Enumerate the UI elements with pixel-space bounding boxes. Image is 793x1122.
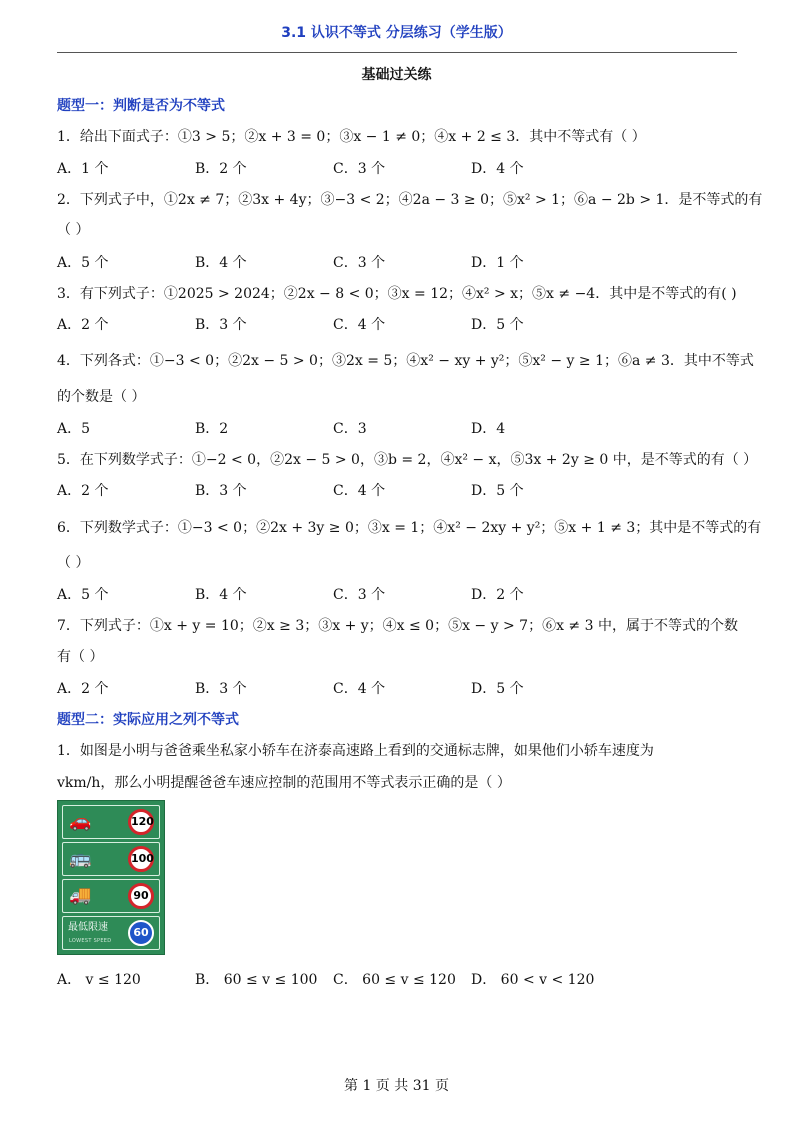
- option-c: C．3: [333, 421, 367, 437]
- question-2: 2．下列式子中，①2x ≠ 7；②3x + 4y；③−3 < 2；④2a − 3 ≥ 0；⑤x² > 1；⑥a − 2b > 1．是不等式的有: [57, 192, 763, 208]
- question-7-cont: 有（ ）: [57, 649, 104, 665]
- question-4-cont: 的个数是（ ）: [57, 389, 146, 405]
- option-d: D．5 个: [471, 317, 524, 333]
- application-question-1: 1．如图是小明与爸爸乘坐私家小轿车在济泰高速路上看到的交通标志牌，如果他们小轿车速度为: [57, 743, 654, 759]
- application-question-1-cont: vkm/h，那么小明提醒爸爸车速应控制的范围用不等式表示正确的是（ ）: [57, 775, 511, 791]
- option-c: C．4 个: [333, 483, 386, 499]
- option-b: B．4 个: [195, 255, 247, 271]
- speed-limit-sign: [57, 800, 165, 955]
- option-c: C．3 个: [333, 255, 386, 271]
- option-b: B．2 个: [195, 161, 247, 177]
- question-1: 1．给出下面式子：①3 > 5；②x + 3 = 0；③x − 1 ≠ 0；④x + 2 ≤ 3．其中不等式有（ ）: [57, 129, 646, 145]
- header-divider: [57, 52, 737, 53]
- option-c: C．3 个: [333, 161, 386, 177]
- page-number: 第 1 页 共 31 页: [344, 1078, 449, 1094]
- option-d: D．5 个: [471, 681, 524, 697]
- sign-row-truck: [62, 879, 160, 913]
- question-6-cont: （ ）: [57, 555, 90, 571]
- option-c: C．4 个: [333, 317, 386, 333]
- sign-row-minimum: [62, 916, 160, 950]
- option-a: A． v ≤ 120: [57, 972, 141, 988]
- option-b: B．3 个: [195, 317, 247, 333]
- option-d: D．4 个: [471, 161, 524, 177]
- option-c: C．3 个: [333, 587, 386, 603]
- option-a: A．5: [57, 421, 91, 437]
- option-a: A．1 个: [57, 161, 109, 177]
- question-2-cont: （ ）: [57, 222, 90, 238]
- sign-row-car: [62, 805, 160, 839]
- bus-icon: 🚌: [69, 848, 92, 869]
- speed-limit-circle: 120: [128, 809, 154, 835]
- option-d: D．1 个: [471, 255, 524, 271]
- type1-heading: 题型一：判断是否为不等式: [57, 98, 225, 114]
- option-c: C．4 个: [333, 681, 386, 697]
- speed-limit-circle: 100: [128, 846, 154, 872]
- question-4: 4．下列各式：①−3 < 0；②2x − 5 > 0；③2x = 5；④x² − xy + y²；⑤x² − y ≥ 1；⑥a ≠ 3．其中不等式: [57, 353, 754, 369]
- option-b: B．3 个: [195, 483, 247, 499]
- option-d: D．2 个: [471, 587, 524, 603]
- section-title: 基础过关练: [361, 67, 432, 83]
- type2-heading: 题型二：实际应用之列不等式: [57, 712, 239, 728]
- truck-icon: 🚚: [69, 885, 92, 906]
- car-icon: 🚗: [69, 811, 92, 832]
- option-d: D．5 个: [471, 483, 524, 499]
- option-d: D． 60 < v < 120: [471, 972, 595, 988]
- speed-limit-circle: 90: [128, 883, 154, 909]
- option-c: C． 60 ≤ v ≤ 120: [333, 972, 456, 988]
- question-7: 7．下列式子：①x + y = 10；②x ≥ 3；③x + y；④x ≤ 0；⑤x − y > 7；⑥x ≠ 3 中，属于不等式的个数: [57, 618, 738, 634]
- sign-row-bus: [62, 842, 160, 876]
- option-a: A．5 个: [57, 255, 109, 271]
- option-b: B．3 个: [195, 681, 247, 697]
- option-a: A．5 个: [57, 587, 109, 603]
- question-3: 3．有下列式子：①2025 > 2024；②2x − 8 < 0；③x = 12；④x² > x；⑤x ≠ −4．其中是不等式的有( ): [57, 286, 737, 302]
- question-6: 6．下列数学式子：①−3 < 0；②2x + 3y ≥ 0；③x = 1；④x² − 2xy + y²；⑤x + 1 ≠ 3；其中是不等式的有: [57, 520, 762, 536]
- option-a: A．2 个: [57, 483, 109, 499]
- minimum-speed-circle: 60: [128, 920, 154, 946]
- option-b: B．4 个: [195, 587, 247, 603]
- option-d: D．4: [471, 421, 506, 437]
- option-b: B．2: [195, 421, 229, 437]
- minimum-speed-label: 最低限速: [68, 922, 108, 933]
- option-a: A．2 个: [57, 317, 109, 333]
- document-title: 3.1 认识不等式 分层练习（学生版）: [281, 25, 512, 41]
- option-a: A．2 个: [57, 681, 109, 697]
- question-5: 5．在下列数学式子：①−2 < 0，②2x − 5 > 0，③b = 2，④x² − x，⑤3x + 2y ≥ 0 中，是不等式的有（ ）: [57, 452, 758, 468]
- option-b: B． 60 ≤ v ≤ 100: [195, 972, 318, 988]
- minimum-speed-label-en: LOWEST SPEED: [69, 938, 112, 944]
